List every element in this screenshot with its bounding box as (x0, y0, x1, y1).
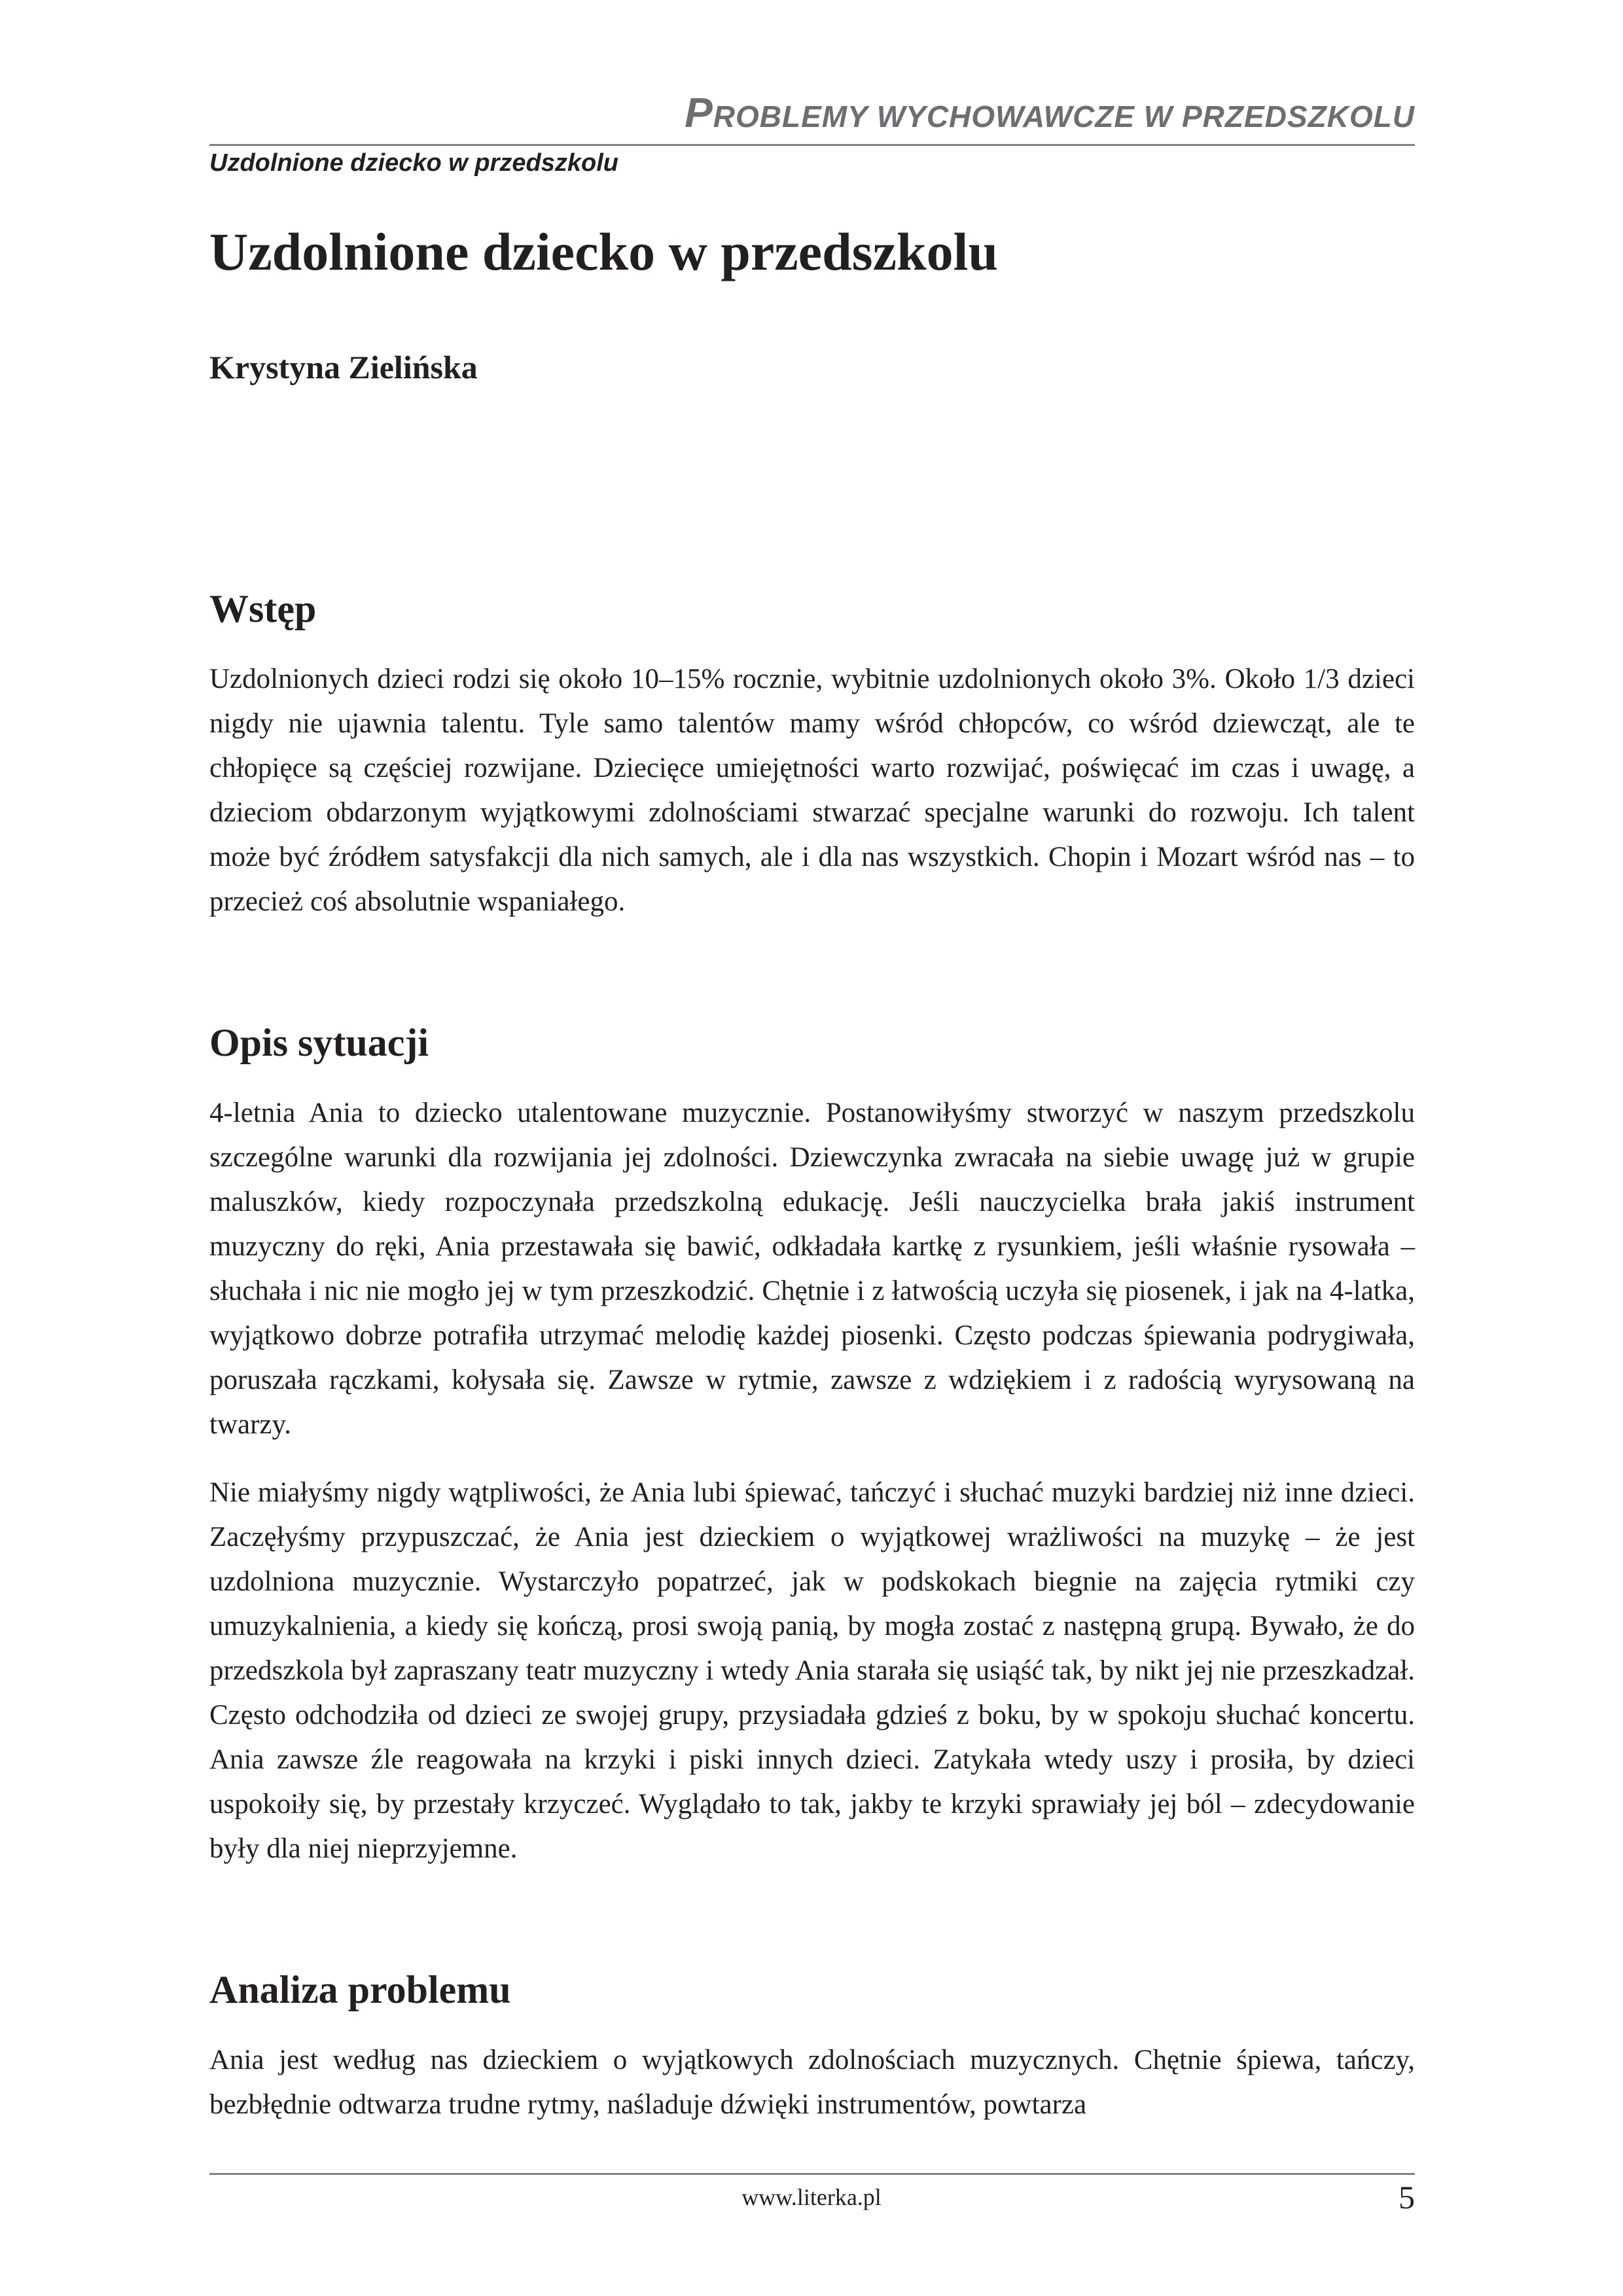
paragraph: 4-letnia Ania to dziecko utalentowane muzycznie. Postanowiłyśmy stworzyć w naszym przedszkolu szczególne warunki dla rozwijania jej zdolności. Dziewczynka zwracała na siebie uwagę już w grupie maluszków, kiedy rozpoczynała przedszkolną edukację. Jeśli nauczycielka brała jakiś instrument muzyczny do ręki, Ania przestawała się bawić, odkładała kartkę z rysunkiem, jeśli właśnie rysowała – słuchała i nic nie mogło jej w tym przeszkodzić. Chętnie i z łatwością uczyła się piosenek, i jak na 4-latka, wyjątkowo dobrze potrafiła utrzymać melodię każdej piosenki. Często podczas śpiewania podrygiwała, poruszała rączkami, kołysała się. Zawsze w rytmie, zawsze z wdziękiem i z radością wyrysowaną na twarzy. (209, 1098, 1415, 1440)
section-heading: Analiza problemu (209, 1968, 511, 2011)
running-title: Uzdolnione dziecko w przedszkolu (209, 149, 618, 177)
paragraph: Ania jest według nas dzieckiem o wyjątkowych zdolnościach muzycznych. Chętnie śpiewa, tańczy, bezbłędnie odtwarza trudne rytmy, naśladuje dźwięki instrumentów, powtarza (209, 2045, 1415, 2120)
section-header (209, 89, 1415, 136)
page-number: 5 (1399, 2179, 1415, 2215)
article-title: Uzdolnione dziecko w przedszkolu (209, 222, 998, 281)
section-header-initial: P (685, 89, 713, 136)
footer-url: www.literka.pl (741, 2184, 882, 2210)
paragraph: Uzdolnionych dzieci rodzi się około 10–15% rocznie, wybitnie uzdolnionych około 3%. Około 1/3 dzieci nigdy nie ujawnia talentu. Tyle samo talentów mamy wśród chłopców, co wśród dziewcząt, ale te chłopięce są częściej rozwijane. Dziecięce umiejętności warto rozwijać, poświęcać im czas i uwagę, a dzieciom obdarzonym wyjątkowymi zdolnościami stwarzać specjalne warunki do rozwoju. Ich talent może być źródłem satysfakcji dla nich samych, ale i dla nas wszystkich. Chopin i Mozart wśród nas – to przecież coś absolutnie wspaniałego. (209, 664, 1415, 917)
section-intro (209, 585, 1415, 924)
header-divider (209, 144, 1415, 146)
article-body (209, 585, 1415, 2127)
footer-divider (209, 2173, 1415, 2175)
section-heading: Opis sytuacji (209, 1021, 429, 1064)
section-situation (209, 1019, 1415, 1871)
section-header-rest: ROBLEMY WYCHOWAWCZE W PRZEDSZKOLU (713, 99, 1415, 134)
paragraph: Nie miałyśmy nigdy wątpliwości, że Ania lubi śpiewać, tańczyć i słuchać muzyki bardziej niż inne dzieci. Zaczęłyśmy przypuszczać, że Ania jest dzieckiem o wyjątkowej wrażliwości na muzykę – że jest uzdolniona muzycznie. Wystarczyło popatrzeć, jak w podskokach biegnie na zajęcia rytmiki czy umuzykalnienia, a kiedy się kończą, prosi swoją panią, by mogła zostać z następną grupą. Bywało, że do przedszkola był zapraszany teatr muzyczny i wtedy Ania starała się usiąść tak, by nikt jej nie przeszkadzał. Często odchodziła od dzieci ze swojej grupy, przysiadała gdzieś z boku, by w spokoju słuchać koncertu. Ania zawsze źle reagowała na krzyki i piski innych dzieci. Zatykała wtedy uszy i prosiła, by dzieci uspokoiły się, by przestały krzyczeć. Wyglądało to tak, jakby te krzyki sprawiały jej ból – zdecydowanie były dla niej nieprzyjemne. (209, 1477, 1415, 1864)
article-author: Krystyna Zielińska (209, 349, 478, 386)
section-analysis (209, 1966, 1415, 2127)
section-heading: Wstęp (209, 587, 317, 630)
